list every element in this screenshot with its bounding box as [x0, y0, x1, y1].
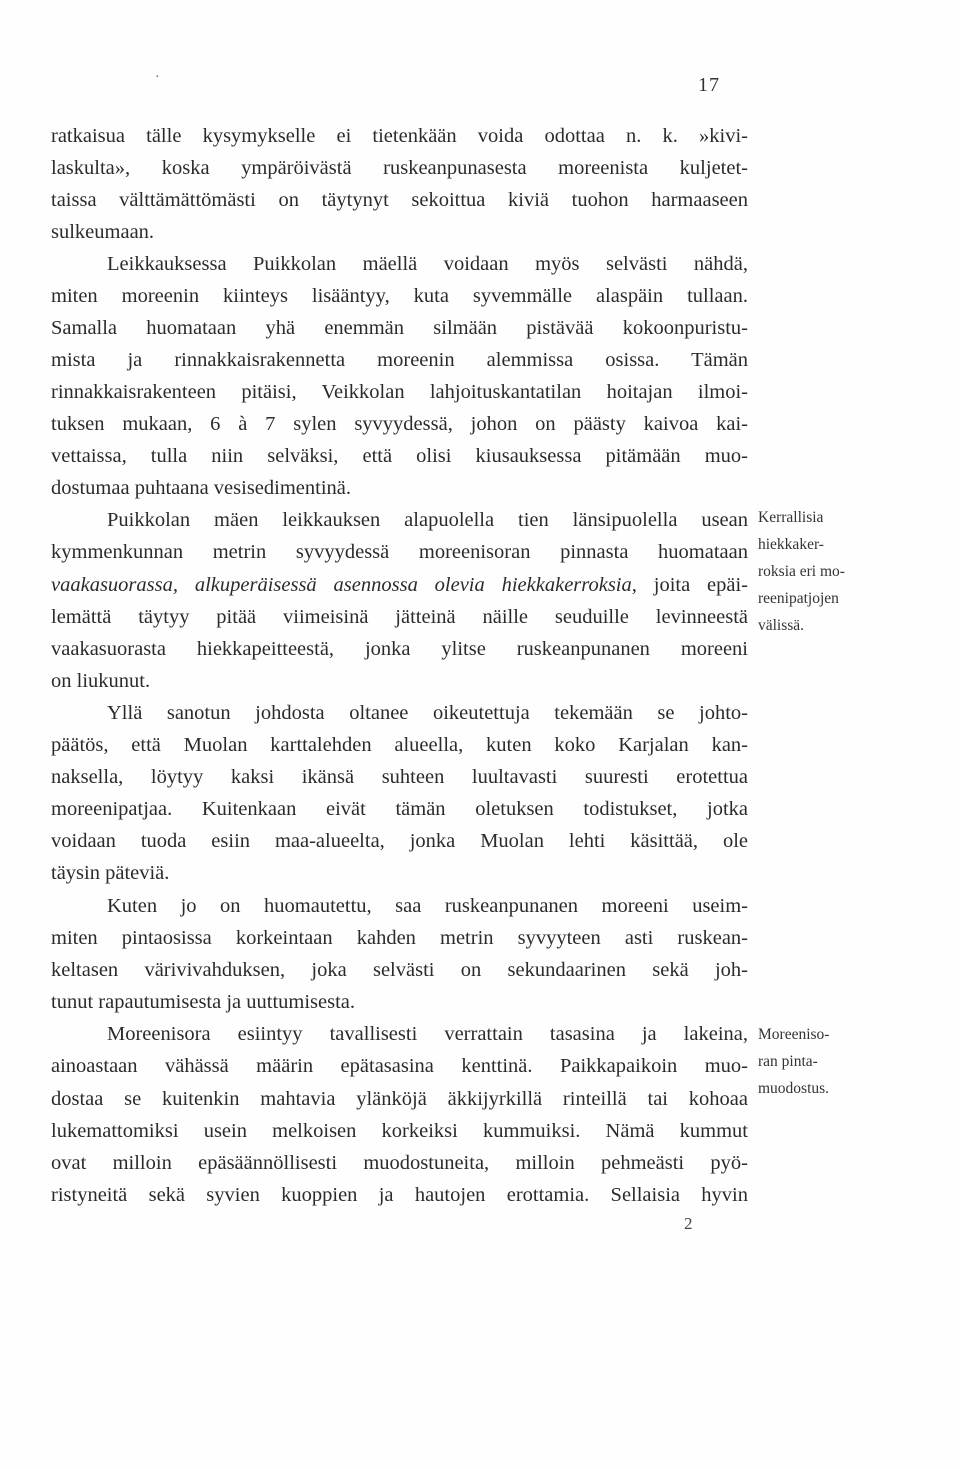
text-line: voidaan tuoda esiin maa-alueelta, jonka Muolan lehti käsittää, ole [51, 830, 748, 852]
text-line: Leikkauksessa Puikkolan mäellä voidaan myös selvästi nähdä, [107, 253, 748, 275]
text-line: dostumaa puhtaana vesisedimentinä. [51, 477, 352, 499]
text-fragment: joita epäi- [653, 574, 748, 596]
stray-dot: · [155, 70, 160, 85]
text-line: rinnakkaisrakenteen pitäisi, Veikkolan lahjoituskantatilan hoitajan ilmoi- [51, 381, 748, 403]
text-line: Puikkolan mäen leikkauksen alapuolella tien länsipuolella usean [107, 509, 748, 531]
text-line: päätös, että Muolan karttalehden alueella, kuten koko Karjalan kan- [51, 734, 748, 756]
margin-note-line: välissä. [758, 617, 805, 634]
text-line: ristyneitä sekä syvien kuoppien ja hautojen erottamia. Sellaisia hyvin [51, 1184, 748, 1206]
text-line: kymmenkunnan metrin syvyydessä moreenisoran pinnasta huomataan [51, 541, 748, 563]
text-line-with-italics [51, 573, 748, 597]
text-line: Yllä sanotun johdosta oltanee oikeutettuja tekemään se johto- [107, 702, 748, 724]
text-line: miten moreenin kiinteys lisääntyy, kuta syvemmälle alaspäin tullaan. [51, 285, 748, 307]
margin-note-line: hiekkaker- [758, 536, 824, 553]
text-line: Moreenisora esiintyy tavallisesti verrattain tasasina ja lakeina, [107, 1023, 748, 1045]
text-line: on liukunut. [51, 670, 151, 692]
text-line: naksella, löytyy kaksi ikänsä suhteen luultavasti suuresti erotettua [51, 766, 748, 788]
text-line: lemättä täytyy pitää viimeisinä jätteinä näille seuduille levinneestä [51, 606, 748, 628]
text-line: täysin päteviä. [51, 862, 170, 884]
text-line: laskulta», koska ympäröivästä ruskeanpunasesta moreenista kuljetet- [51, 157, 748, 179]
text-line: vaakasuorasta hiekkapeitteestä, jonka ylitse ruskeanpunanen moreeni [51, 638, 748, 660]
text-line: miten pintaosissa korkeintaan kahden metrin syvyyteen asti ruskean- [51, 927, 748, 949]
margin-note-line: roksia eri mo- [758, 563, 845, 580]
margin-note-line: Moreeniso- [758, 1026, 830, 1043]
text-line: ainoastaan vähässä määrin epätasasina kenttinä. Paikkapaikoin muo- [51, 1055, 748, 1077]
text-line: mista ja rinnakkaisrakennetta moreenin alemmissa osissa. Tämän [51, 349, 748, 371]
page-number: 17 [698, 74, 720, 96]
text-line: keltasen värivivahduksen, joka selvästi on sekundaarinen sekä joh- [51, 959, 748, 981]
text-line: lukemattomiksi usein melkoisen korkeiksi kummuiksi. Nämä kummut [51, 1120, 748, 1142]
text-line: Kuten jo on huomautettu, saa ruskeanpunanen moreeni useim- [107, 895, 748, 917]
text-line: taissa välttämättömästi on täytynyt sekoittua kiviä tuohon harmaaseen [51, 189, 748, 211]
margin-note-surface-form [758, 1021, 948, 1102]
margin-note-line: Kerrallisia [758, 509, 824, 526]
margin-note-line: ran pinta- [758, 1053, 818, 1070]
margin-note-sand-layers [758, 504, 948, 639]
text-line: Samalla huomataan yhä enemmän silmään pistävää kokoonpuristu- [51, 317, 748, 339]
signature-mark: 2 [684, 1214, 693, 1233]
text-line: ovat milloin epäsäännöllisesti muodostuneita, milloin pehmeästi pyö- [51, 1152, 748, 1174]
margin-note-line: muodostus. [758, 1080, 830, 1097]
text-line: moreenipatjaa. Kuitenkaan eivät tämän oletuksen todistukset, jotka [51, 798, 748, 820]
text-line: vettaissa, tulla niin selväksi, että olisi kiusauksessa pitämään muo- [51, 445, 748, 467]
text-line: tunut rapautumisesta ja uuttumisesta. [51, 991, 356, 1013]
text-line: dostaa se kuitenkin mahtavia ylänköjä äkkijyrkillä rinteillä tai kohoaa [51, 1088, 748, 1110]
text-line: sulkeumaan. [51, 221, 155, 243]
italic-phrase: vaakasuorassa, alkuperäisessä asennossa olevia hiekkakerroksia, [51, 574, 637, 596]
text-line: ratkaisua tälle kysymykselle ei tietenkään voida odottaa n. k. »kivi- [51, 125, 748, 147]
text-line: tuksen mukaan, 6 à 7 sylen syvyydessä, johon on päästy kaivoa kai- [51, 413, 748, 435]
margin-note-line: reenipatjojen [758, 590, 839, 607]
